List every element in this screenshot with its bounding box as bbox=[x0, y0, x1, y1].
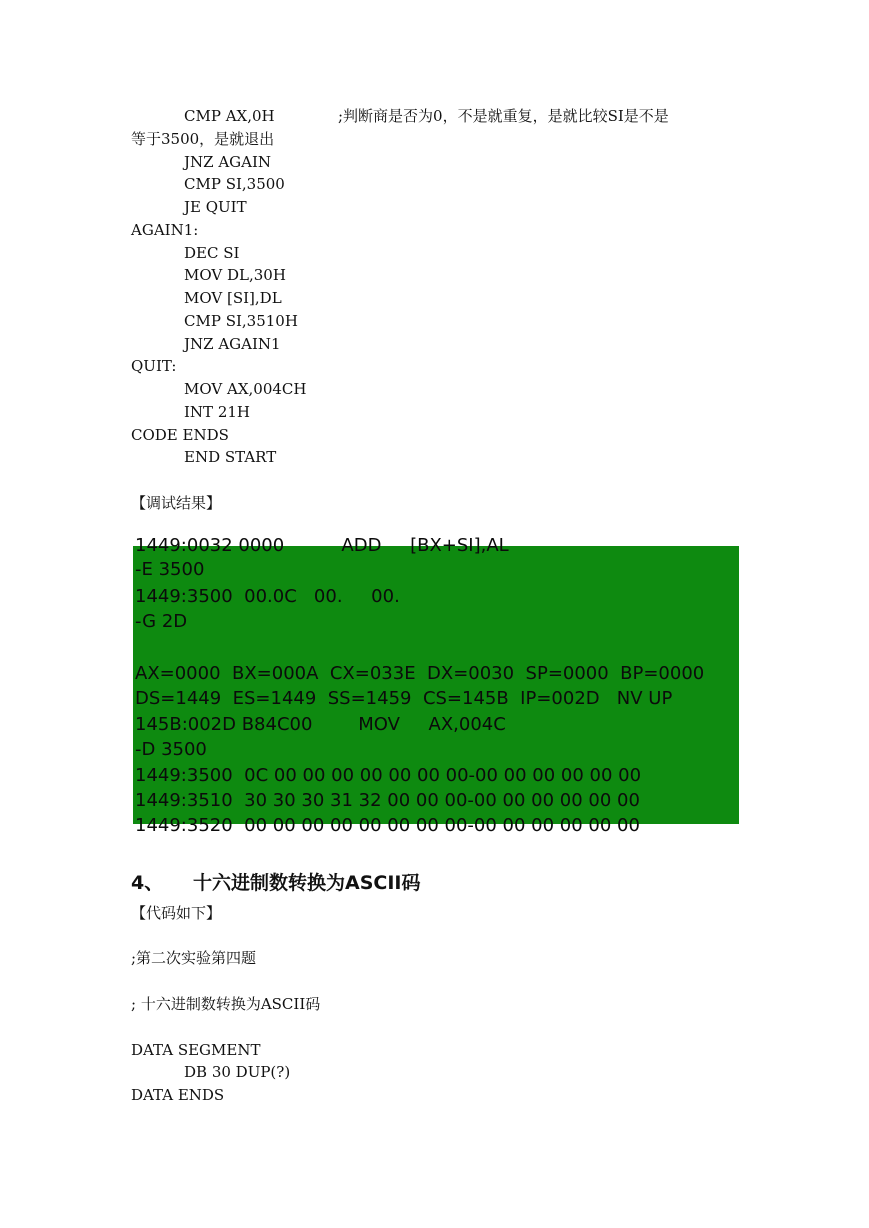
console-line: 1449:3510 30 30 30 31 32 00 00 00-00 00 00 00 00 00 bbox=[135, 790, 640, 811]
code-line: JNZ AGAIN1 bbox=[184, 335, 281, 353]
console-line: -D 3500 bbox=[135, 739, 207, 760]
console-line: 1449:3520 00 00 00 00 00 00 00 00-00 00 00 00 00 00 bbox=[135, 815, 640, 836]
code-comment: ;判断商是否为0，不是就重复，是就比较SI是不是 bbox=[338, 107, 669, 125]
code-line: DATA ENDS bbox=[131, 1086, 225, 1104]
section-number: 4、 bbox=[131, 872, 164, 894]
code-line: MOV DL,30H bbox=[184, 266, 286, 284]
debug-console-screenshot bbox=[133, 535, 739, 836]
console-line: 145B:002D B84C00 MOV AX,004C bbox=[135, 714, 506, 735]
code-line: MOV AX,004CH bbox=[184, 380, 307, 398]
code-line: END START bbox=[184, 448, 277, 466]
console-line: -E 3500 bbox=[135, 559, 205, 580]
code-line: CODE ENDS bbox=[131, 426, 229, 444]
code-line: DB 30 DUP(?) bbox=[184, 1063, 291, 1081]
console-line: DS=1449 ES=1449 SS=1459 CS=145B IP=002D NV UP bbox=[135, 688, 673, 709]
console-line: 1449:0032 0000 ADD [BX+SI],AL bbox=[135, 535, 509, 556]
code-line: DATA SEGMENT bbox=[131, 1041, 261, 1059]
console-line: 1449:3500 00.0C 00. 00. bbox=[135, 586, 400, 607]
code-label: QUIT: bbox=[131, 357, 177, 375]
console-line: 1449:3500 0C 00 00 00 00 00 00 00-00 00 00 00 00 00 bbox=[135, 765, 642, 786]
code-comment: ; 十六进制数转换为ASCII码 bbox=[131, 995, 321, 1013]
code-line: CMP AX,0H bbox=[184, 107, 275, 125]
code-line: MOV [SI],DL bbox=[184, 289, 282, 307]
code-line: JE QUIT bbox=[184, 198, 247, 216]
code-line: INT 21H bbox=[184, 403, 250, 421]
code-line: DEC SI bbox=[184, 244, 240, 262]
code-comment-wrap: 等于3500，是就退出 bbox=[131, 130, 275, 148]
code-label: AGAIN1: bbox=[131, 221, 199, 239]
console-line: -G 2D bbox=[135, 611, 188, 632]
code-comment: ;第二次实验第四题 bbox=[131, 949, 257, 967]
code-label: 【代码如下】 bbox=[131, 904, 222, 922]
section-heading bbox=[131, 868, 420, 895]
code-line: CMP SI,3500 bbox=[184, 175, 285, 193]
console-line: AX=0000 BX=000A CX=033E DX=0030 SP=0000 BP=0000 bbox=[135, 663, 705, 684]
code-line: CMP SI,3510H bbox=[184, 312, 298, 330]
debug-result-label: 【调试结果】 bbox=[131, 494, 222, 512]
section-title: 十六进制数转换为ASCII码 bbox=[193, 872, 421, 894]
code-line: JNZ AGAIN bbox=[184, 153, 272, 171]
